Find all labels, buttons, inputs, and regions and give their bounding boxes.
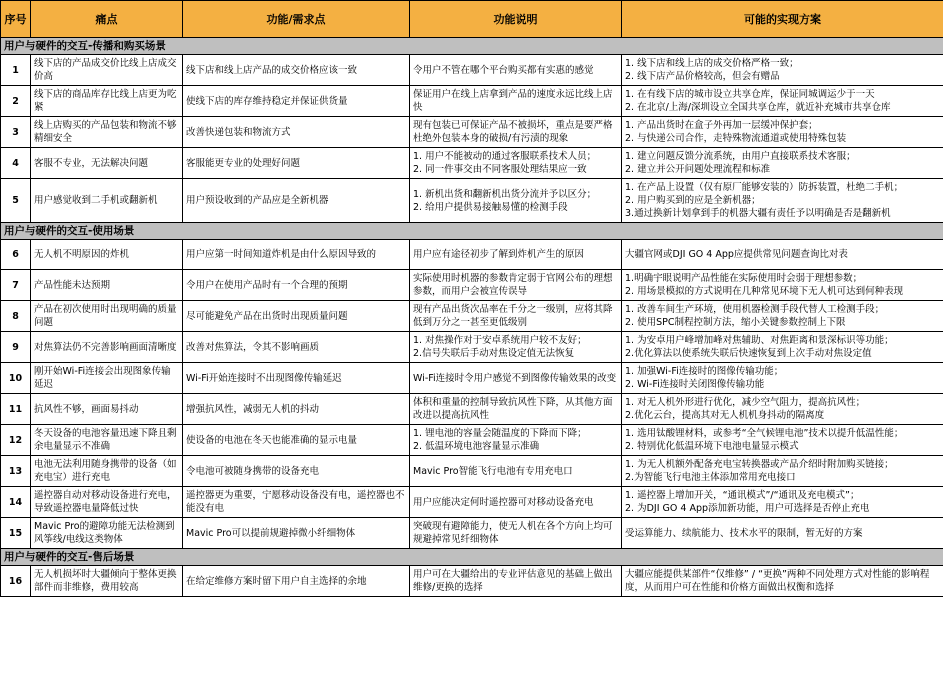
section-title: 用户与硬件的交互-售后场景 — [1, 549, 943, 566]
table-row — [1, 240, 943, 270]
pain-point-cell: 无人机不明原因的炸机 — [31, 240, 183, 270]
table-body — [1, 38, 943, 597]
feature-need-cell: 尽可能避免产品在出货时出现质量问题 — [183, 301, 410, 332]
solution-cell — [622, 148, 943, 179]
feature-need-cell: 线下店和线上店产品的成交价格应该一致 — [183, 55, 410, 86]
pain-point-cell: 线下店的产品成交价比线上店成交价高 — [31, 55, 183, 86]
row-index: 11 — [1, 394, 31, 425]
cell-line: 2.优化算法以使系统失联后快速恢复到上次手动对焦设定值 — [625, 348, 872, 359]
table-row — [1, 394, 943, 425]
cell-line: 3.通过换新计划拿到手的机器大疆有责任予以明确是否是翻新机 — [625, 208, 891, 219]
table-row — [1, 86, 943, 117]
feature-need-cell: Wi-Fi开始连接时不出现图像传输延迟 — [183, 363, 410, 394]
section-header-row — [1, 38, 943, 55]
solution-cell — [622, 487, 943, 518]
pain-point-cell: 客服不专业，无法解决问题 — [31, 148, 183, 179]
table-row — [1, 55, 943, 86]
feature-need-cell: 增强抗风性，减弱无人机的抖动 — [183, 394, 410, 425]
table-row — [1, 363, 943, 394]
cell-line: 1. 遥控器上增加开关，“通讯模式”/“通讯及充电模式”； — [625, 490, 860, 501]
cell-line: 1. 线下店和线上店的成交价格严格一致； — [625, 58, 799, 69]
feature-description-cell — [410, 518, 622, 549]
feature-need-cell: 用户预设收到的产品应是全新机器 — [183, 179, 410, 223]
cell-line: 实际使用时机器的参数肯定弱于官网公布的理想参数，而用户会被宣传误导 — [413, 273, 613, 297]
table-row — [1, 518, 943, 549]
feature-need-cell: 令电池可被随身携带的设备充电 — [183, 456, 410, 487]
pain-point-cell: 无人机损坏时大疆倾向于整体更换部件而非维修，费用较高 — [31, 566, 183, 597]
feature-description-cell — [410, 363, 622, 394]
cell-line: 2. 为DJI GO 4 App添加新功能，用户可选择是否停止充电 — [625, 503, 870, 514]
solution-cell — [622, 566, 943, 597]
table-row — [1, 456, 943, 487]
cell-line: 1. 建立问题反馈分流系统，由用户直接联系技术客服； — [625, 151, 856, 162]
row-index: 8 — [1, 301, 31, 332]
cell-line: 2.为智能飞行电池主体添加常用充电接口 — [625, 472, 796, 483]
cell-line: 用户应能决定何时遥控器可对移动设备充电 — [413, 496, 594, 508]
pain-point-cell: 电池无法利用随身携带的设备（如充电宝）进行充电 — [31, 456, 183, 487]
feature-description-cell — [410, 394, 622, 425]
solution-cell — [622, 518, 943, 549]
cell-line: 2.信号失联后手动对焦设定值无法恢复 — [413, 348, 575, 359]
cell-line: 1. 对焦操作对于安卓系统用户较不友好； — [413, 335, 587, 346]
cell-line: 保证用户在线上店拿到产品的速度永远比线上店快 — [413, 89, 613, 113]
cell-line: 2. 线下店产品价格较高，但会有赠品 — [625, 71, 780, 82]
feature-description-cell — [410, 301, 622, 332]
row-index: 6 — [1, 240, 31, 270]
table-row — [1, 332, 943, 363]
header-solution: 可能的实现方案 — [622, 1, 943, 38]
pain-point-cell: 冬天设备的电池容量迅速下降且剩余电量显示不准确 — [31, 425, 183, 456]
solution-cell — [622, 240, 943, 270]
cell-line: 2. 给用户提供易接触易懂的检测手段 — [413, 201, 568, 213]
solution-cell — [622, 179, 943, 223]
cell-line: 1. 为无人机额外配备充电宝转换器或产品介绍时附加购买链接； — [625, 459, 894, 470]
cell-line: 现有包装已可保证产品不被损坏，重点是要严格杜绝外包装本身的破损/有污渍的现象 — [413, 120, 613, 144]
pain-point-cell: 产品性能未达预期 — [31, 270, 183, 301]
feature-description-cell — [410, 425, 622, 456]
section-title: 用户与硬件的交互-传播和购买场景 — [1, 38, 943, 55]
cell-line: 1. 新机出货和翻新机出货分流并予以区分； — [413, 188, 597, 200]
cell-line: 2. 与快递公司合作，走特殊物流通道或使用特殊包装 — [625, 133, 847, 144]
feature-description-cell — [410, 332, 622, 363]
cell-line: 2. 使用SPC制程控制方法，缩小关键参数控制上下限 — [625, 317, 846, 328]
row-index: 4 — [1, 148, 31, 179]
pain-point-cell: 刚开始Wi-Fi连接会出现图象传输延迟 — [31, 363, 183, 394]
feature-description-cell — [410, 86, 622, 117]
cell-line: Wi-Fi连接时令用户感觉不到图像传输效果的改变 — [413, 372, 617, 384]
cell-line: 2. 在北京/上海/深圳设立全国共享仓库，就近补充城市共享仓库 — [625, 102, 891, 113]
cell-line: 2. 用户购买到的应是全新机器； — [625, 195, 761, 206]
cell-line: 体积和重量的控制导致抗风性下降，从其他方面改进以提高抗风性 — [413, 397, 613, 421]
table-row — [1, 566, 943, 597]
solution-cell — [622, 270, 943, 301]
row-index: 16 — [1, 566, 31, 597]
cell-line: 2. 用场景模拟的方式说明在几种常见环境下无人机可达到何种表现 — [625, 286, 904, 297]
pain-point-cell: 抗风性不够，画面易抖动 — [31, 394, 183, 425]
cell-line: 2. 建立并公开问题处理流程和标准 — [625, 164, 771, 175]
cell-line: 受运算能力、续航能力、技术水平的限制，暂无好的方案 — [625, 527, 863, 539]
row-index: 14 — [1, 487, 31, 518]
cell-line: 1. 在有线下店的城市设立共享仓库，保证同城调运少于一天 — [625, 89, 875, 100]
solution-cell — [622, 394, 943, 425]
cell-line: 1. 产品出货时在盒子外再加一层缓冲保护套； — [625, 120, 818, 131]
cell-line: 用户应有途径初步了解到炸机产生的原因 — [413, 249, 585, 260]
cell-line: 1. 对无人机外形进行优化，减少空气阻力，提高抗风性； — [625, 397, 866, 408]
cell-line: 1.明确宇眼说明产品性能在实际使用时会弱于理想参数； — [625, 273, 863, 284]
cell-line: 2. 同一件事交由不同客服处理结果应一致 — [413, 164, 587, 175]
row-index: 1 — [1, 55, 31, 86]
solution-cell — [622, 117, 943, 148]
section-title: 用户与硬件的交互-使用场景 — [1, 223, 943, 240]
cell-line: 大疆官网或DJI GO 4 App应提供常见问题查询比对表 — [625, 249, 848, 260]
table-row — [1, 148, 943, 179]
feature-need-cell: Mavic Pro可以提前规避掉微小纤细物体 — [183, 518, 410, 549]
cell-line: 1. 锂电池的容量会随温度的下降而下降； — [413, 428, 587, 439]
feature-description-cell — [410, 456, 622, 487]
pain-point-cell: 对焦算法仍不完善影响画面清晰度 — [31, 332, 183, 363]
cell-line: 2. Wi-Fi连接时关闭图像传输功能 — [625, 379, 765, 390]
solution-cell — [622, 425, 943, 456]
header-index: 序号 — [1, 1, 31, 38]
cell-line: 1. 改善车间生产环境，使用机器检测手段代替人工检测手段； — [625, 304, 885, 315]
row-index: 15 — [1, 518, 31, 549]
solution-cell — [622, 301, 943, 332]
pain-point-cell: 用户感觉收到二手机或翻新机 — [31, 179, 183, 223]
solution-cell — [622, 332, 943, 363]
feature-description-cell — [410, 55, 622, 86]
table-row — [1, 425, 943, 456]
feature-description-cell — [410, 148, 622, 179]
cell-line: 用户可在大疆给出的专业评估意见的基础上做出维修/更换的选择 — [413, 569, 613, 593]
cell-line: 大疆应能提供某部件“仅维修” / “更换”两种不同处理方式对性能的影响程度，从而用户可在性能和价格方面做出权衡和选择 — [625, 569, 930, 593]
feature-description-cell — [410, 117, 622, 148]
row-index: 10 — [1, 363, 31, 394]
feature-need-cell: 客服能更专业的处理好问题 — [183, 148, 410, 179]
feature-need-cell: 令用户在使用产品时有一个合理的预期 — [183, 270, 410, 301]
cell-line: 1. 加强Wi-Fi连接时的图像传输功能； — [625, 366, 784, 377]
feature-need-cell: 用户应第一时间知道炸机是由什么原因导致的 — [183, 240, 410, 270]
feature-need-cell: 使设备的电池在冬天也能准确的显示电量 — [183, 425, 410, 456]
table-row — [1, 301, 943, 332]
table-row — [1, 487, 943, 518]
cell-line: 突破现有避障能力，使无人机在各个方向上均可规避掉常见纤细物体 — [413, 521, 613, 545]
pain-point-cell: Mavic Pro的避障功能无法检测到风筝线/电线这类物体 — [31, 518, 183, 549]
solution-cell — [622, 55, 943, 86]
header-pain-point: 痛点 — [31, 1, 183, 38]
feature-description-cell — [410, 487, 622, 518]
cell-line: 1. 为安卓用户峰增加峰对焦辅助、对焦距离和景深标识等功能； — [625, 335, 894, 346]
pain-point-cell: 线下店的商品库存比线上店更为吃紧 — [31, 86, 183, 117]
feature-need-cell: 遥控器更为重要，宁愿移动设备没有电，遥控器也不能没有电 — [183, 487, 410, 518]
section-header-row — [1, 549, 943, 566]
solution-cell — [622, 86, 943, 117]
row-index: 3 — [1, 117, 31, 148]
table-row — [1, 270, 943, 301]
header-feature-description: 功能说明 — [410, 1, 622, 38]
table-row — [1, 117, 943, 148]
feature-description-cell — [410, 270, 622, 301]
cell-line: 1. 选用钛酸锂材料，或参考“全气候锂电池”技术以提升低温性能； — [625, 428, 904, 439]
row-index: 5 — [1, 179, 31, 223]
table-row — [1, 179, 943, 223]
row-index: 2 — [1, 86, 31, 117]
pain-point-cell: 产品在初次使用时出现明确的质量问题 — [31, 301, 183, 332]
feature-description-cell — [410, 566, 622, 597]
solution-cell — [622, 456, 943, 487]
pain-point-cell: 线上店购买的产品包装和物流不够精细安全 — [31, 117, 183, 148]
feature-need-cell: 在给定维修方案时留下用户自主选择的余地 — [183, 566, 410, 597]
cell-line: 1. 用户不能被动的通过客服联系技术人员； — [413, 151, 597, 162]
cell-line: 现有产品出货次品率在千分之一级别，应将其降低到万分之一甚至更低级别 — [413, 304, 613, 328]
table-header-row — [1, 1, 943, 38]
cell-line: 2. 低温环境电池容量显示准确 — [413, 441, 540, 452]
feature-description-cell — [410, 240, 622, 270]
cell-line: 1. 在产品上设置（仅有原厂能够安装的）防拆装置，杜绝二手机； — [625, 182, 904, 193]
pain-point-cell: 遥控器自动对移动设备进行充电，导致遥控器电量降低过快 — [31, 487, 183, 518]
cell-line: 令用户不管在哪个平台购买都有实惠的感觉 — [413, 64, 594, 76]
row-index: 12 — [1, 425, 31, 456]
cell-line: Mavic Pro智能飞行电池有专用充电口 — [413, 465, 573, 477]
feature-description-cell — [410, 179, 622, 223]
row-index: 9 — [1, 332, 31, 363]
cell-line: 2.优化云台，提高其对无人机机身抖动的隔离度 — [625, 410, 825, 421]
row-index: 7 — [1, 270, 31, 301]
header-feature-need: 功能/需求点 — [183, 1, 410, 38]
cell-line: 2. 特别优化低温环境下电池电量显示模式 — [625, 441, 799, 452]
section-header-row — [1, 223, 943, 240]
feature-need-cell: 改善对焦算法，令其不影响画质 — [183, 332, 410, 363]
feature-need-cell: 使线下店的库存维持稳定并保证供货量 — [183, 86, 410, 117]
row-index: 13 — [1, 456, 31, 487]
solution-cell — [622, 363, 943, 394]
feature-need-cell: 改善快递包装和物流方式 — [183, 117, 410, 148]
